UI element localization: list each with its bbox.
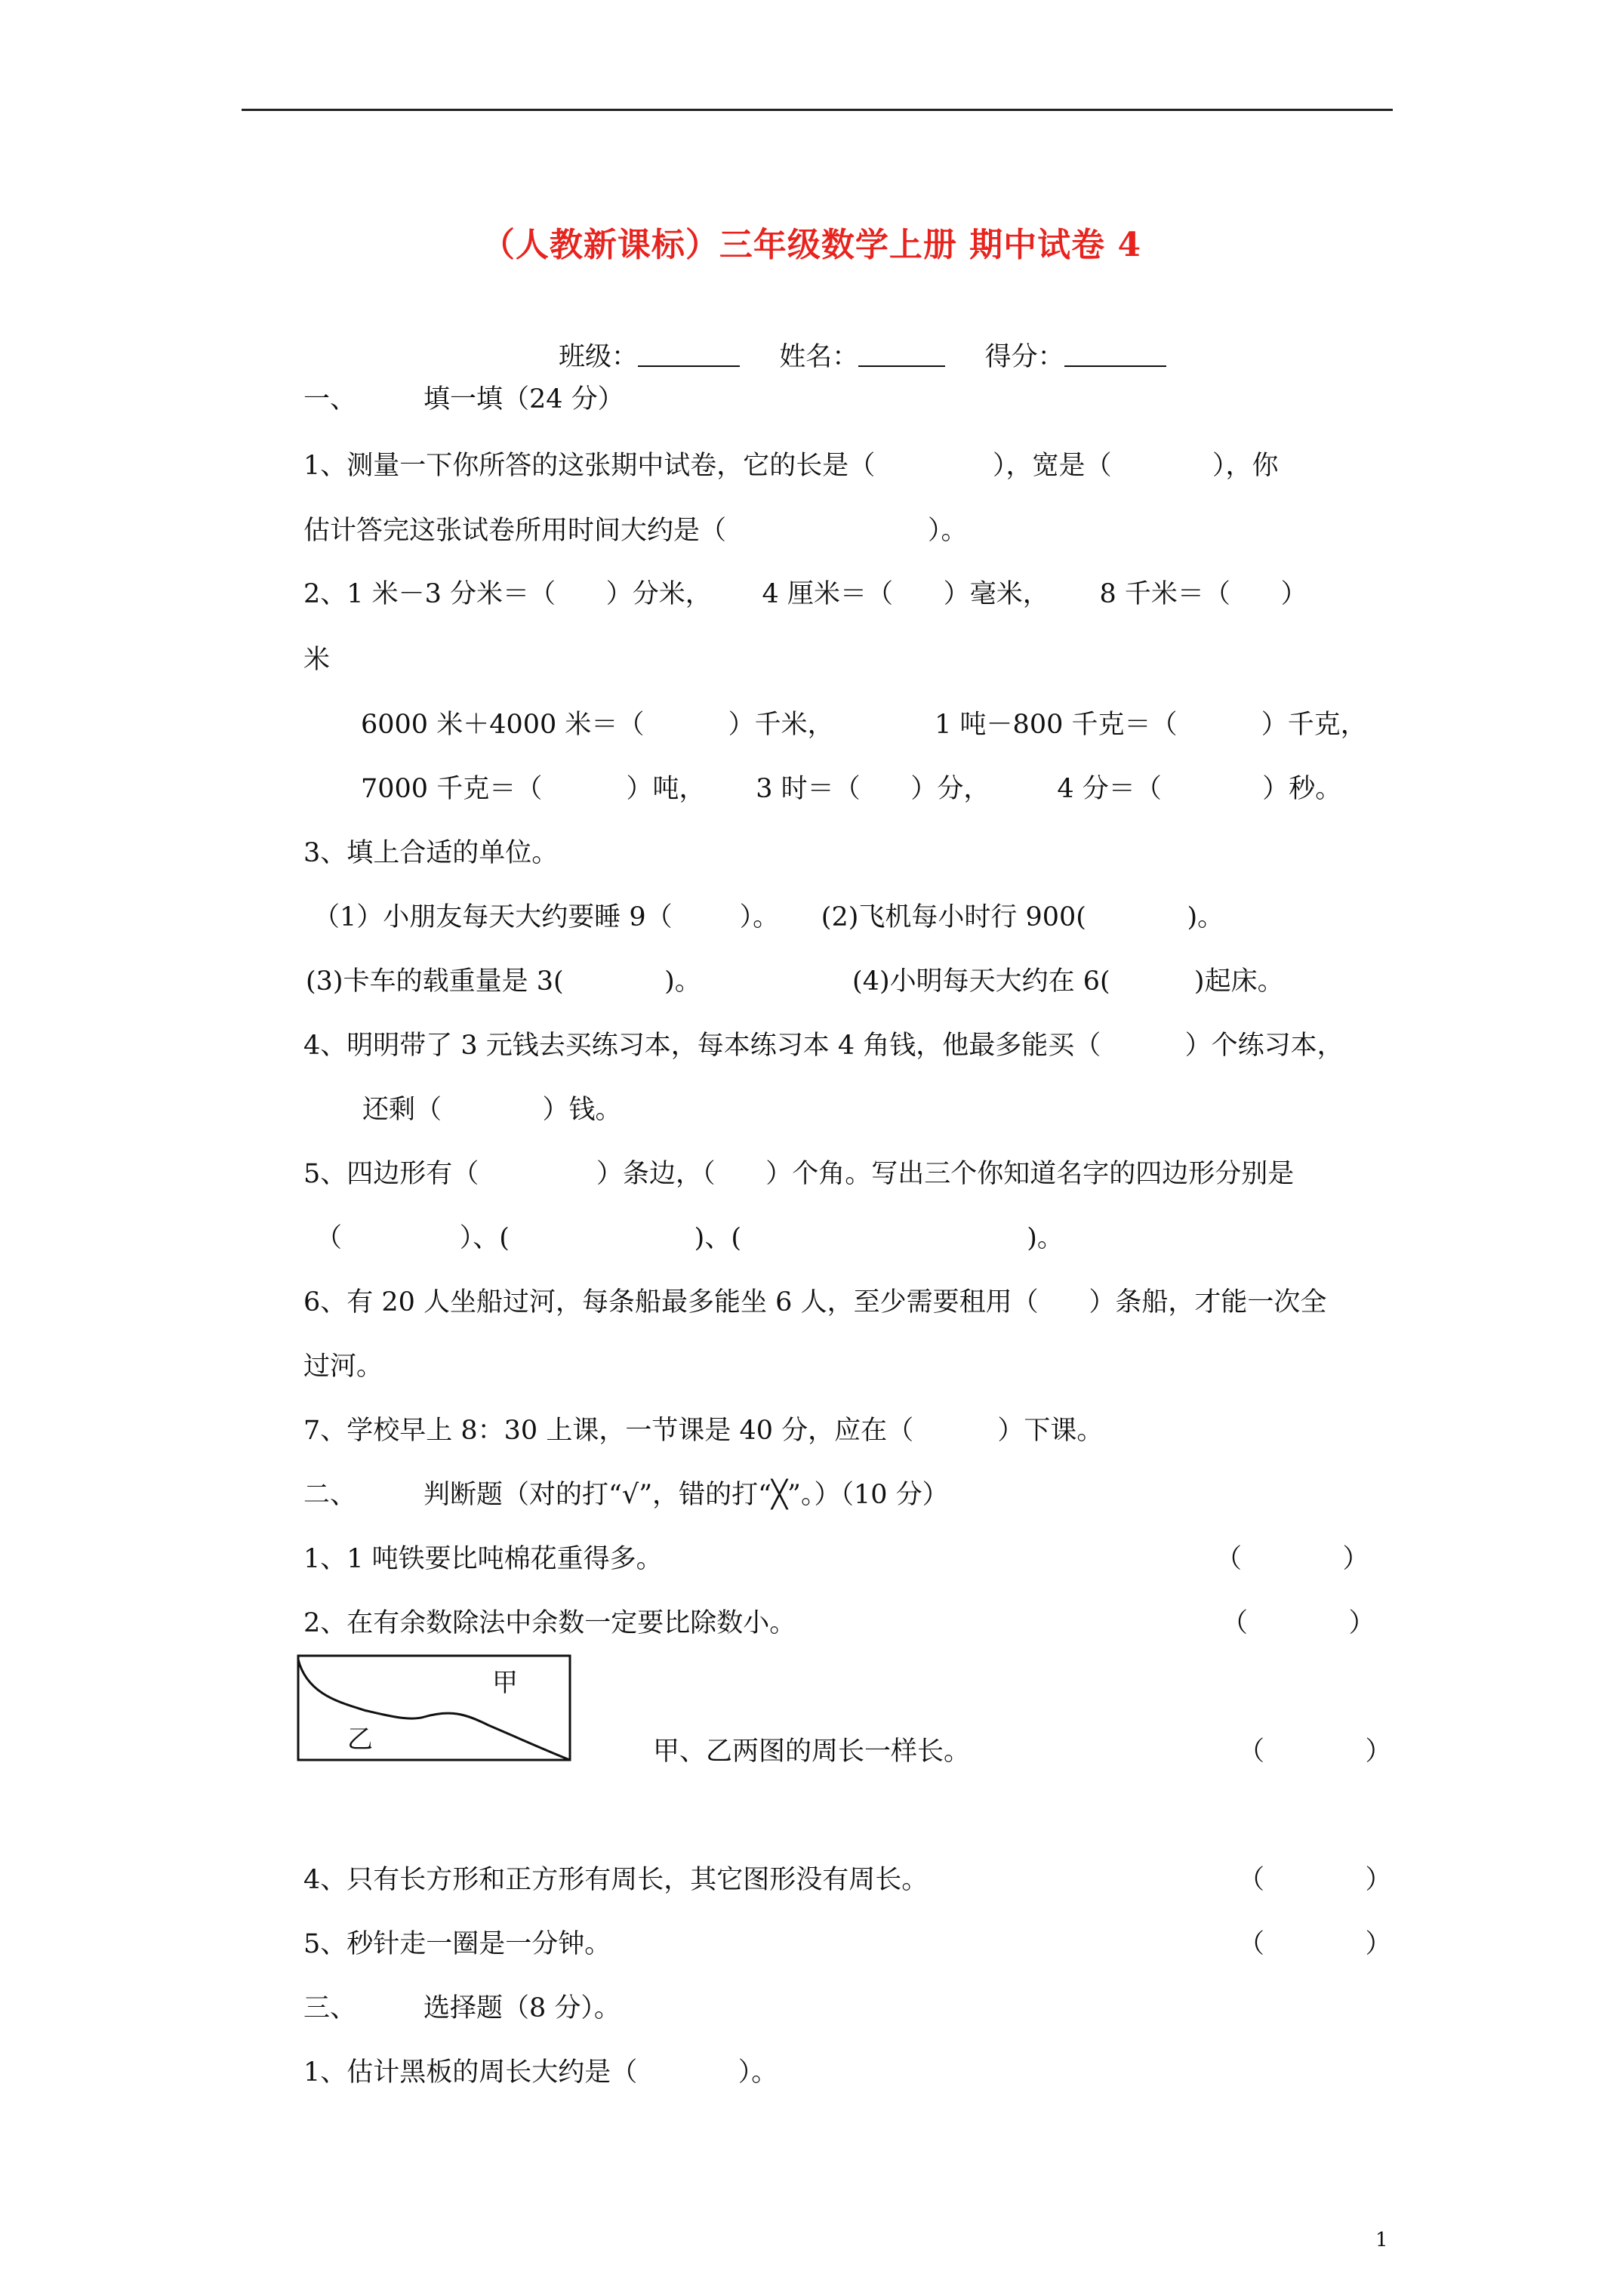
- name-blank[interactable]: [858, 343, 945, 367]
- perimeter-figure: [296, 1653, 575, 1767]
- judge-5-answer[interactable]: （ ）: [1238, 1929, 1392, 1959]
- question-3-part-a: （1）小朋友每天大约要睡 9（ ）。 (2)飞机每小时行 900( )。: [313, 902, 1224, 932]
- section1-heading: 一、 填一填（24 分）: [303, 384, 624, 415]
- question-2-line2: 米: [303, 645, 331, 675]
- student-info: [559, 336, 1166, 374]
- question-3: 3、填上合适的单位。: [303, 838, 559, 868]
- score-blank[interactable]: [1064, 343, 1166, 367]
- judge-4-answer[interactable]: （ ）: [1238, 1865, 1392, 1895]
- page-title: （人教新课标）三年级数学上册 期中试卷 4: [481, 226, 1142, 264]
- question-2-line1: 2、1 米－3 分米＝（ ）分米， 4 厘米＝（ ）毫米， 8 千米＝（ ）: [303, 579, 1307, 609]
- question-6-line2: 过河。: [303, 1351, 383, 1382]
- question-3-part-b: (3)卡车的载重量是 3( )。 (4)小明每天大约在 6( )起床。: [306, 966, 1284, 997]
- section2-heading: 二、 判断题（对的打“√”，错的打“╳”。）（10 分）: [303, 1480, 949, 1510]
- question-5-line2: （ ）、( )、( )。: [316, 1223, 1064, 1253]
- class-label: 班级：: [559, 342, 639, 372]
- question-1-line1: 1、测量一下你所答的这张期中试卷，它的长是（ ），宽是（ ），你: [303, 451, 1279, 481]
- judge-1: 1、1 吨铁要比吨棉花重得多。: [303, 1544, 663, 1574]
- judge-3-answer[interactable]: （ ）: [1238, 1737, 1392, 1767]
- header-rule: [242, 109, 1393, 111]
- judge-5: 5、秒针走一圈是一分钟。: [303, 1929, 611, 1959]
- figure-label-yi: 乙: [347, 1724, 373, 1755]
- figure-curve: [298, 1660, 570, 1760]
- question-4-line2: 还剩（ ）钱。: [362, 1095, 622, 1125]
- question-5-line1: 5、四边形有（ ）条边，（ ）个角。写出三个你知道名字的四边形分别是: [303, 1159, 1295, 1189]
- section3-heading: 三、 选择题（8 分）。: [303, 1993, 621, 2023]
- score-label: 得分：: [984, 342, 1064, 372]
- question-2-line3: 6000 米＋4000 米＝（ ）千米， 1 吨－800 千克＝（ ）千克，: [361, 710, 1367, 740]
- figure-rectangle: [298, 1656, 570, 1760]
- question-4-line1: 4、明明带了 3 元钱去买练习本，每本练习本 4 角钱，他最多能买（ ）个练习本，: [303, 1031, 1344, 1061]
- page-number: 1: [1375, 2229, 1388, 2251]
- class-blank[interactable]: [638, 343, 740, 367]
- question-6-line1: 6、有 20 人坐船过河，每条船最多能坐 6 人，至少需要租用（ ）条船，才能一次全: [303, 1287, 1327, 1318]
- choice-1: 1、估计黑板的周长大约是（ ）。: [303, 2057, 778, 2088]
- judge-4: 4、只有长方形和正方形有周长，其它图形没有周长。: [303, 1865, 929, 1895]
- name-label: 姓名：: [779, 342, 859, 372]
- question-2-line4: 7000 千克＝（ ）吨， 3 时＝（ ）分， 4 分＝（ ）秒。: [361, 774, 1342, 804]
- judge-3: 甲、乙两图的周长一样长。: [653, 1737, 971, 1767]
- figure-label-jia: 甲: [492, 1668, 518, 1698]
- judge-2-answer[interactable]: （ ）: [1221, 1608, 1375, 1638]
- question-1-line2: 估计答完这张试卷所用时间大约是（ ）。: [303, 516, 968, 546]
- question-7: 7、学校早上 8：30 上课，一节课是 40 分，应在（ ）下课。: [303, 1416, 1104, 1446]
- judge-1-answer[interactable]: （ ）: [1215, 1544, 1369, 1574]
- judge-2: 2、在有余数除法中余数一定要比除数小。: [303, 1608, 796, 1638]
